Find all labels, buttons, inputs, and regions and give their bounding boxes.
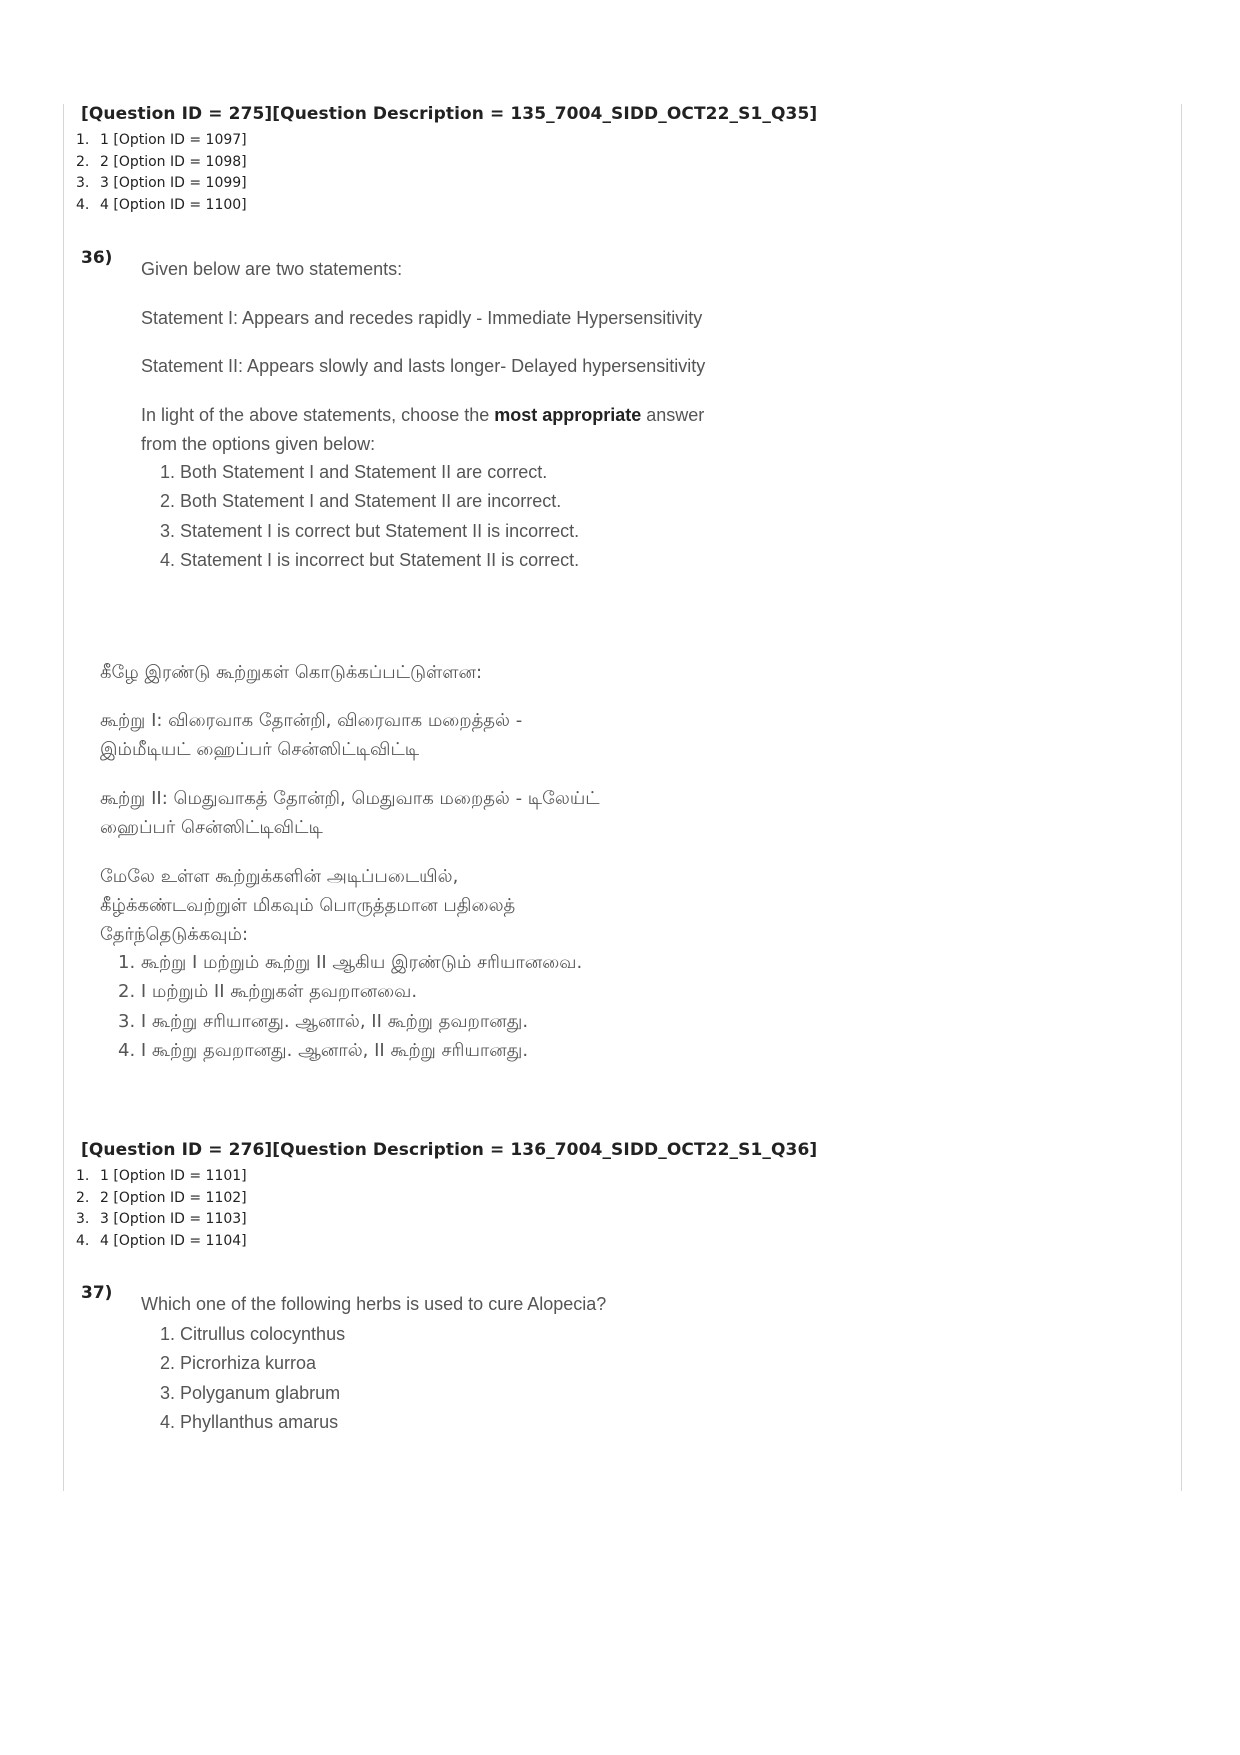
tamil-statement-two: கூற்று II: மெதுவாகத் தோன்றி, மெதுவாக மறைதல் - டிலேய்ட் ஹைப்பர் சென்ஸிட்டிவிட்டி <box>100 788 600 838</box>
answer-choice: 2. Both Statement I and Statement II are incorrect. <box>160 491 562 512</box>
question-id-header: [Question ID = 276][Question Description = 136_7004_SIDD_OCT22_S1_Q36] <box>81 1140 818 1160</box>
option-id-list <box>76 130 247 216</box>
tamil-answer-choice-list <box>118 948 582 1065</box>
question-intro: Given below are two statements: <box>141 259 403 279</box>
question-id-header: [Question ID = 275][Question Description = 135_7004_SIDD_OCT22_S1_Q35] <box>81 104 818 124</box>
tamil-prompt: மேலே உள்ள கூற்றுக்களின் அடிப்படையில், கீழ்க்கண்டவற்றுள் மிகவும் பொருத்தமான பதிலைத் தேர்ந்தெடுக்கவும்: <box>100 866 516 945</box>
answer-choice: 1. Citrullus colocynthus <box>160 1324 346 1344</box>
answer-choice: 1. Both Statement I and Statement II are correct. <box>160 462 548 482</box>
option-id-item: 3. 3 [Option ID = 1099] <box>76 175 247 191</box>
answer-choice: 3. Polyganum glabrum <box>160 1382 341 1403</box>
answer-choice: 4. Phyllanthus amarus <box>160 1411 339 1432</box>
tamil-answer-choice: 1. கூற்று I மற்றும் கூற்று II ஆகிய இரண்டும் சரியானவை. <box>118 952 583 973</box>
tamil-statement-one: கூற்று I: விரைவாக தோன்றி, விரைவாக மறைத்தல் - இம்மீடியட் ஹைப்பர் சென்ஸிட்டிவிட்டி <box>100 710 523 760</box>
answer-choice: 2. Picrorhiza kurroa <box>160 1353 317 1374</box>
question-number: 36) <box>81 248 113 268</box>
answer-choice: 4. Statement I is incorrect but Statement II is correct. <box>160 549 580 570</box>
tamil-intro: கீழே இரண்டு கூற்றுகள் கொடுக்கப்பட்டுள்ளன: <box>100 662 483 683</box>
option-id-item: 1. 1 [Option ID = 1097] <box>76 132 247 148</box>
tamil-answer-choice: 2. I மற்றும் II கூற்றுகள் தவறானவை. <box>118 981 418 1003</box>
page-frame-left-border <box>63 104 64 1491</box>
option-id-item: 4. 4 [Option ID = 1104] <box>76 1232 247 1249</box>
statement-two: Statement II: Appears slowly and lasts longer- Delayed hypersensitivity <box>141 356 706 376</box>
tamil-answer-choice: 4. I கூற்று தவறானது. ஆனால், II கூற்று சரியானது. <box>118 1039 529 1061</box>
page-frame-right-border <box>1181 104 1182 1491</box>
option-id-list <box>76 1166 247 1252</box>
emphasis-text: most appropriate <box>494 405 642 425</box>
statement-one: Statement I: Appears and recedes rapidly - Immediate Hypersensitivity <box>141 308 703 328</box>
option-id-item: 1. 1 [Option ID = 1101] <box>76 1168 247 1184</box>
answer-choice: 3. Statement I is correct but Statement II is incorrect. <box>160 520 580 541</box>
answer-choice-list <box>160 1320 345 1437</box>
tamil-answer-choice: 3. I கூற்று சரியானது. ஆனால், II கூற்று தவறானது. <box>118 1010 529 1032</box>
answer-choice-list <box>160 458 579 575</box>
question-number: 37) <box>81 1283 113 1303</box>
option-id-item: 4. 4 [Option ID = 1100] <box>76 196 247 213</box>
question-text: Which one of the following herbs is used to cure Alopecia? <box>141 1294 607 1314</box>
question-prompt: In light of the above statements, choose the most appropriate answer from the options given below: <box>141 405 705 454</box>
option-id-item: 2. 2 [Option ID = 1102] <box>76 1189 247 1206</box>
option-id-item: 2. 2 [Option ID = 1098] <box>76 153 247 170</box>
option-id-item: 3. 3 [Option ID = 1103] <box>76 1211 247 1227</box>
